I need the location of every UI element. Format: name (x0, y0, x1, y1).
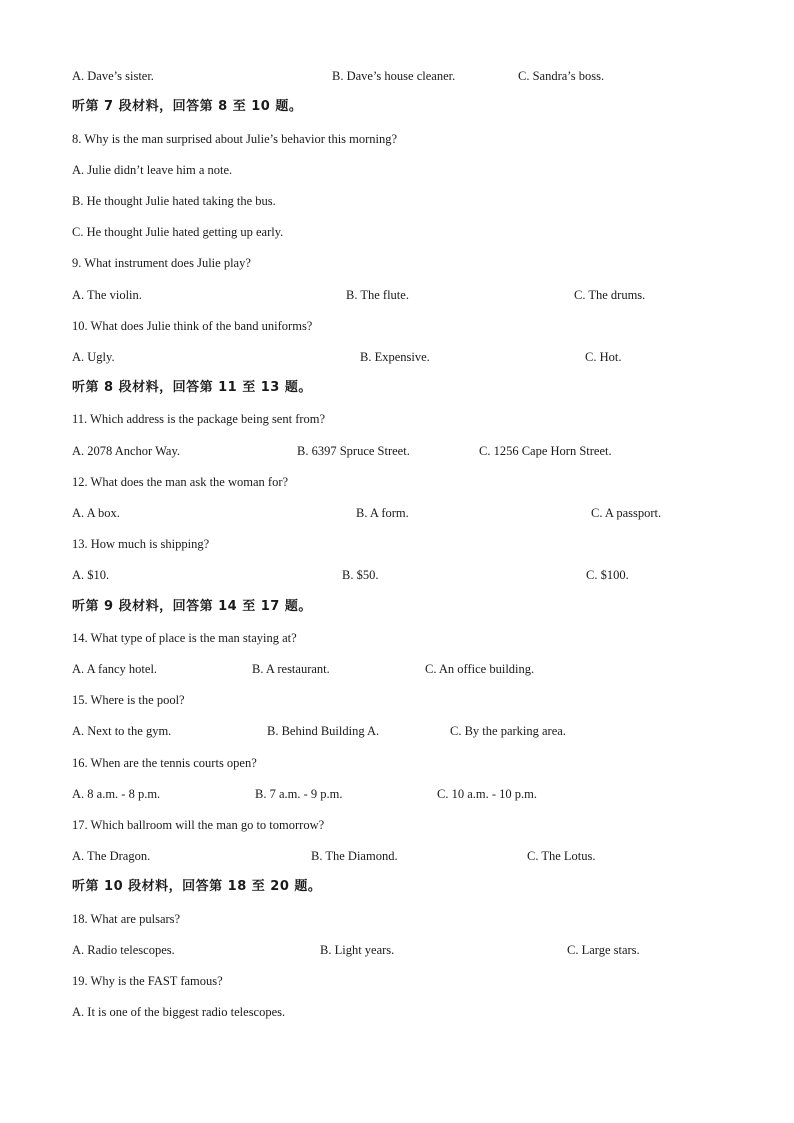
question-11: 11. Which address is the package being sent from? (72, 412, 326, 426)
option-c: C. Sandra’s boss. (518, 69, 605, 83)
option-a: A. Next to the gym. (72, 724, 172, 738)
option-b: B. The Diamond. (311, 849, 398, 863)
question-18: 18. What are pulsars? (72, 912, 181, 926)
option-b: B. A form. (356, 506, 409, 520)
section-heading-9: 听第 9 段材料，回答第 14 至 17 题。 (72, 599, 312, 614)
option-a: A. $10. (72, 568, 110, 582)
option-b: B. 7 a.m. - 9 p.m. (255, 787, 343, 801)
option-a: A. The violin. (72, 288, 142, 302)
question-14: 14. What type of place is the man staying at? (72, 631, 297, 645)
option-a: A. Dave’s sister. (72, 69, 154, 83)
option-a: A. A fancy hotel. (72, 662, 158, 676)
option-b: B. Light years. (320, 943, 395, 957)
option-b: B. A restaurant. (252, 662, 330, 676)
option-c: C. A passport. (591, 506, 662, 520)
option-c: C. An office building. (425, 662, 535, 676)
question-15: 15. Where is the pool? (72, 693, 185, 707)
option-b: B. Dave’s house cleaner. (332, 69, 456, 83)
section-heading-8: 听第 8 段材料，回答第 11 至 13 题。 (72, 380, 312, 395)
question-17: 17. Which ballroom will the man go to tomorrow? (72, 818, 325, 832)
option-b: B. Behind Building A. (267, 724, 380, 738)
option-c: C. By the parking area. (450, 724, 566, 738)
option-a: A. Radio telescopes. (72, 943, 175, 957)
question-19-option-a: A. It is one of the biggest radio telescopes. (72, 1005, 286, 1019)
question-9: 9. What instrument does Julie play? (72, 256, 251, 270)
section-heading-10: 听第 10 段材料，回答第 18 至 20 题。 (72, 879, 322, 894)
option-a: A. 2078 Anchor Way. (72, 444, 181, 458)
option-c: C. $100. (586, 568, 629, 582)
option-c: C. The drums. (574, 288, 646, 302)
question-19: 19. Why is the FAST famous? (72, 974, 223, 988)
option-a: A. The Dragon. (72, 849, 151, 863)
option-a: A. A box. (72, 506, 120, 520)
question-8-option-a: A. Julie didn’t leave him a note. (72, 163, 233, 177)
question-13: 13. How much is shipping? (72, 537, 210, 551)
option-c: C. Hot. (585, 350, 622, 364)
option-c: C. 1256 Cape Horn Street. (479, 444, 612, 458)
section-heading-7: 听第 7 段材料，回答第 8 至 10 题。 (72, 99, 303, 114)
option-a: A. 8 a.m. - 8 p.m. (72, 787, 161, 801)
question-10: 10. What does Julie think of the band uniforms? (72, 319, 313, 333)
question-8-option-b: B. He thought Julie hated taking the bus. (72, 194, 276, 208)
option-b: B. The flute. (346, 288, 409, 302)
option-b: B. $50. (342, 568, 379, 582)
option-b: B. 6397 Spruce Street. (297, 444, 410, 458)
option-c: C. 10 a.m. - 10 p.m. (437, 787, 537, 801)
option-c: C. Large stars. (567, 943, 640, 957)
question-8-option-c: C. He thought Julie hated getting up early. (72, 225, 284, 239)
option-b: B. Expensive. (360, 350, 430, 364)
question-12: 12. What does the man ask the woman for? (72, 475, 289, 489)
option-a: A. Ugly. (72, 350, 115, 364)
question-8: 8. Why is the man surprised about Julie’s behavior this morning? (72, 132, 398, 146)
option-c: C. The Lotus. (527, 849, 596, 863)
question-16: 16. When are the tennis courts open? (72, 756, 257, 770)
